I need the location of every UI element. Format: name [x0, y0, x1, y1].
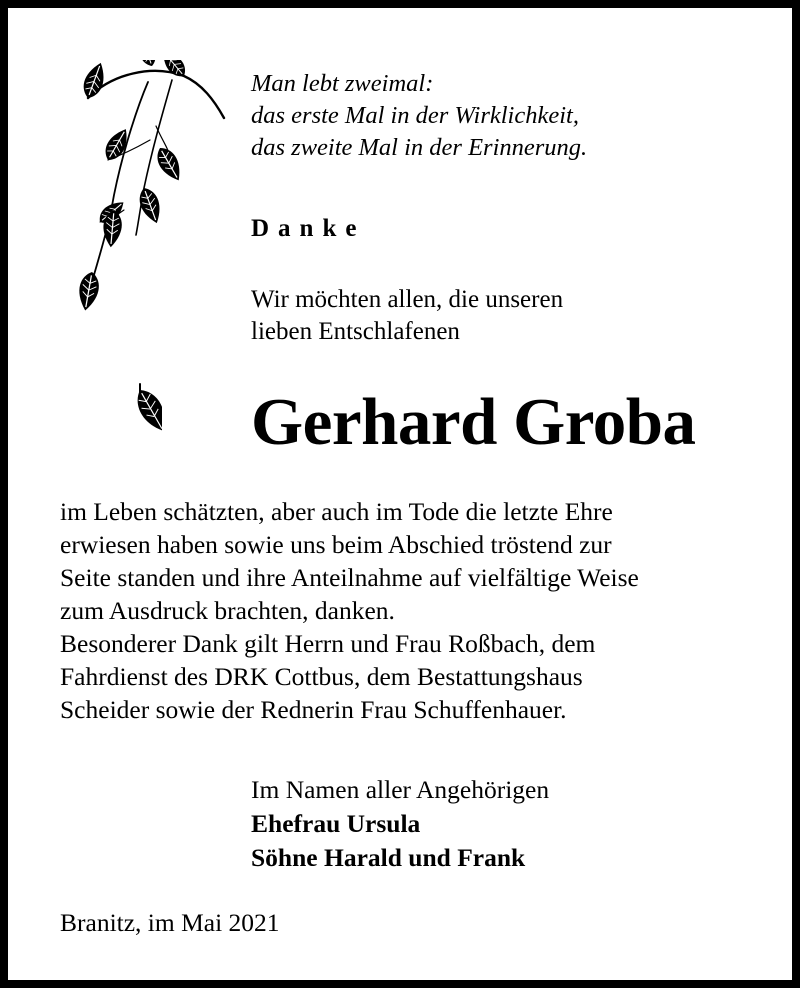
- signature-intro: Im Namen aller Angehörigen: [251, 775, 550, 804]
- birch-branch-icon: [52, 60, 232, 315]
- body-line: erwiesen haben sowie uns beim Abschied tröstend zur: [60, 530, 612, 559]
- body-line: Seite standen und ihre Anteilnahme auf vielfältige Weise: [60, 563, 639, 592]
- intro-line: lieben Entschlafenen: [251, 318, 460, 345]
- intro-text: [251, 284, 563, 348]
- thanks-body: [60, 495, 780, 726]
- signature-sons: Söhne Harald und Frank: [251, 843, 526, 872]
- memorial-quote: [251, 68, 771, 164]
- quote-line: das erste Mal in der Wirklichkeit,: [251, 102, 579, 129]
- leaf-icon: [118, 382, 162, 448]
- quote-line: das zweite Mal in der Erinnerung.: [251, 134, 588, 161]
- body-line: Scheider sowie der Rednerin Frau Schuffenhauer.: [60, 695, 567, 724]
- thanks-heading: Danke: [251, 215, 366, 242]
- intro-line: Wir möchten allen, die unseren: [251, 286, 564, 313]
- signature-spouse: Ehefrau Ursula: [251, 809, 421, 838]
- quote-line: Man lebt zweimal:: [251, 70, 434, 97]
- deceased-name: Gerhard Groba: [251, 385, 696, 459]
- place-date: Branitz, im Mai 2021: [60, 908, 280, 937]
- body-line: Fahrdienst des DRK Cottbus, dem Bestattungshaus: [60, 662, 583, 691]
- body-line: zum Ausdruck brachten, danken.: [60, 596, 395, 625]
- body-line: im Leben schätzten, aber auch im Tode die letzte Ehre: [60, 497, 613, 526]
- body-line: Besonderer Dank gilt Herrn und Frau Roßbach, dem: [60, 629, 596, 658]
- signature-block: [251, 773, 549, 875]
